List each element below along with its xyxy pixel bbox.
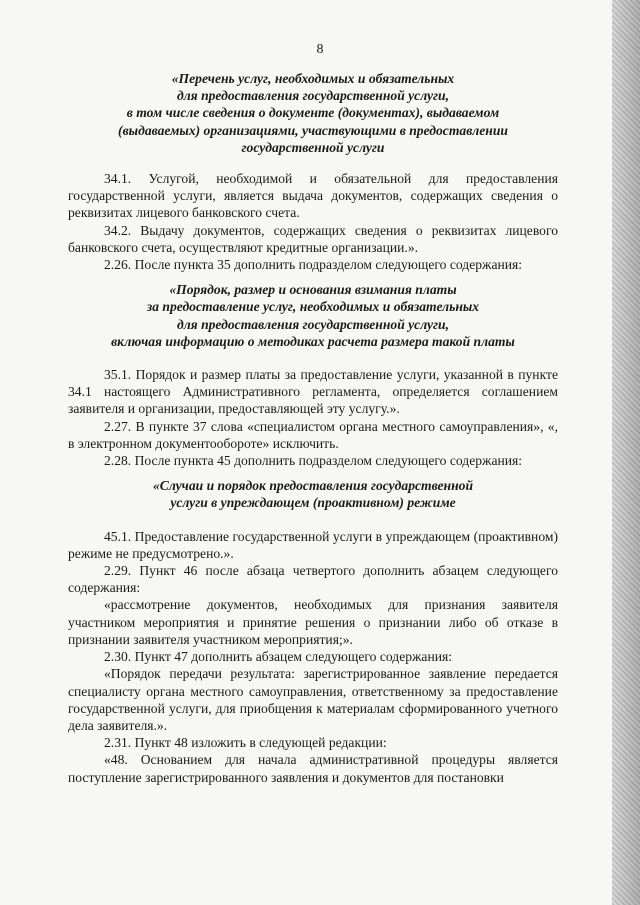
paragraph-2-31: 2.31. Пункт 48 изложить в следующей редакции: — [104, 735, 387, 751]
paragraph-transfer-procedure: «Порядок передачи результата: зарегистрированное заявление передается специалисту органа местного самоуправления, ответственному за предоставление государственной услуги, для приобщения к материалам сформированного учетного дела заявителя.». — [68, 666, 558, 733]
paragraph-35-1: 35.1. Порядок и размер платы за предоставление услуги, указанной в пункте 34.1 настоящего Административного регламента, определяется соглашением заявителя и организации, предоставляющей эту услугу.». — [68, 367, 558, 417]
section-heading-services-list: «Перечень услуг, необходимых и обязательных для предоставления государственной услуги, в том числе сведения о документе (документах), выдаваемом (выдаваемых) организациями, участвующими в предоставлении государственной услуги — [118, 71, 508, 155]
document-body — [68, 70, 558, 786]
paragraph-2-28: 2.28. После пункта 45 дополнить подразделом следующего содержания: — [104, 453, 523, 469]
section-heading-proactive-mode: «Случаи и порядок предоставления государственной услуги в упреждающем (проактивном) режиме — [152, 478, 474, 511]
paragraph-45-1: 45.1. Предоставление государственной услуги в упреждающем (проактивном) режиме не предусмотрено.». — [68, 528, 558, 561]
paragraph-inserted-clause: «рассмотрение документов, необходимых для признания заявителя участником мероприятия и принятие решения о признании либо об отказе в признании заявителя участником мероприятия;». — [68, 597, 558, 647]
page-number: 8 — [316, 42, 324, 57]
paragraph-34-1: 34.1. Услугой, необходимой и обязательной для предоставления государственной услуги, является выдача документов, содержащих сведения о реквизитах лицевого банковского счета. — [68, 171, 558, 221]
section-heading-payment: «Порядок, размер и основания взимания платы за предоставление услуг, необходимых и обязательных для предоставления государственной услуги, включая информацию о методиках расчета размера такой платы — [111, 282, 515, 349]
paragraph-2-26: 2.26. После пункта 35 дополнить подразделом следующего содержания: — [104, 257, 523, 273]
paragraph-34-2: 34.2. Выдачу документов, содержащих сведения о реквизитах лицевого банковского счета, осуществляют кредитные организации.». — [68, 222, 558, 255]
paragraph-2-27: 2.27. В пункте 37 слова «специалистом органа местного самоуправления», «, в электронном документообороте» исключить. — [68, 418, 558, 451]
paragraph-2-30: 2.30. Пункт 47 дополнить абзацем следующего содержания: — [104, 649, 453, 665]
scan-border-edge — [612, 0, 640, 905]
paragraph-48: «48. Основанием для начала административной процедуры является поступление зарегистрированного заявления и документов для постановки — [68, 752, 558, 785]
paragraph-2-29: 2.29. Пункт 46 после абзаца четвертого дополнить абзацем следующего содержания: — [68, 563, 558, 596]
